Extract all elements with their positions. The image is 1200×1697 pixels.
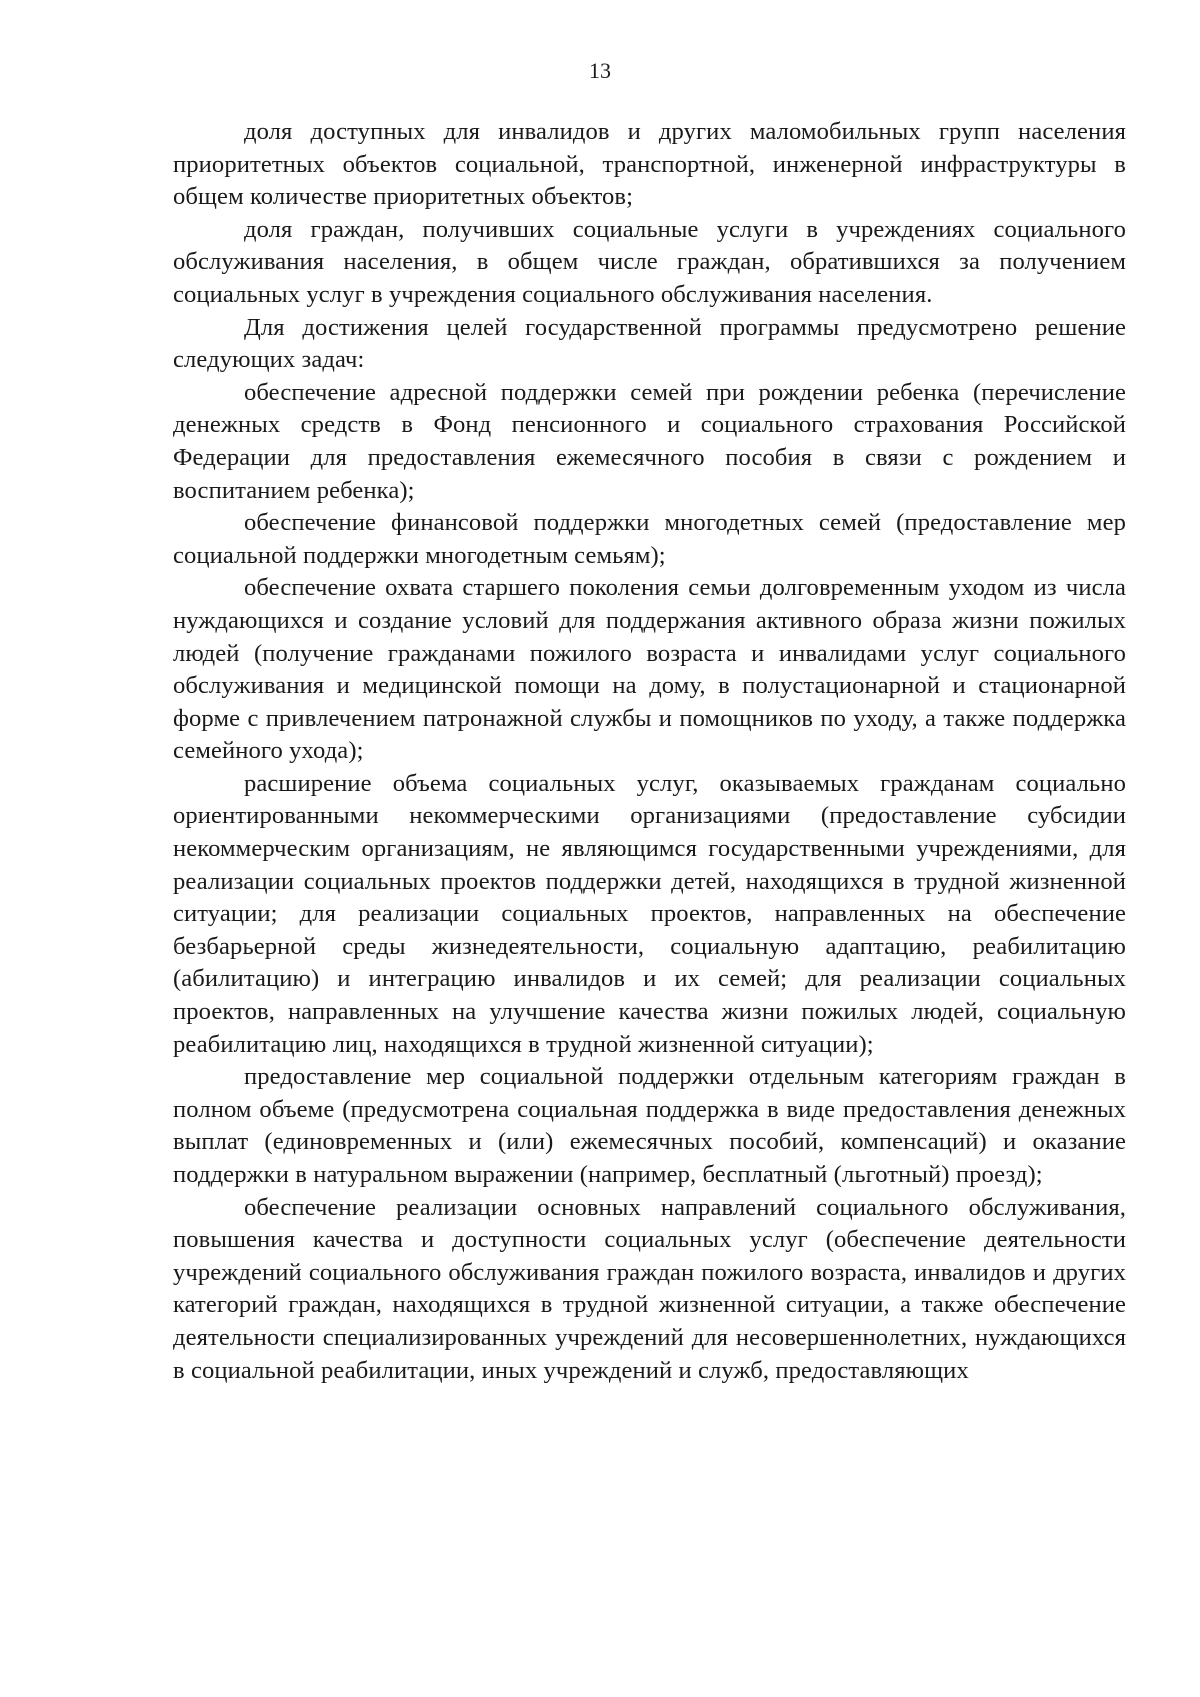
paragraph-social-support-measures: предоставление мер социальной поддержки отдельным категориям граждан в полном объеме (предусмотрена социальная поддержка в виде предоставления денежных выплат (единовременных и (или) ежемесячных пособий, компенсаций) и оказание поддержки в натуральном выражении (например, бесплатный (льготный) проезд); xyxy=(173,1063,1126,1188)
page-number: 13 xyxy=(589,58,611,83)
paragraph-large-families: обеспечение финансовой поддержки многодетных семей (предоставление мер социальной поддержки многодетным семьям); xyxy=(173,509,1126,569)
paragraph-birth-support: обеспечение адресной поддержки семей при рождении ребенка (перечисление денежных средств в Фонд пенсионного и социального страхования Российской Федерации для предоставления ежемесячного пособия в связи с рождением и воспитанием ребенка); xyxy=(173,378,1126,504)
paragraph-tasks-intro: Для достижения целей государственной программы предусмотрено решение следующих задач: xyxy=(173,313,1126,374)
paragraph-long-term-care: обеспечение охвата старшего поколения семьи долговременным уходом из числа нуждающихся и создание условий для поддержания активного образа жизни пожилых людей (получение гражданами пожилого возраста и инвалидами услуг социального обслуживания и медицинской помощи на дому, в полустационарной и стационарной форме с привлечением патронажной службы и помощников по уходу, а также поддержка семейного ухода); xyxy=(173,574,1126,765)
paragraph-accessibility-share: доля доступных для инвалидов и других маломобильных групп населения приоритетных объектов социальной, транспортной, инженерной инфраструктуры в общем количестве приоритетных объектов; xyxy=(173,118,1126,211)
paragraph-nonprofit-services: расширение объема социальных услуг, оказываемых гражданам социально ориентированными некоммерческими организациями (предоставление субсидии некоммерческим организациям, не являющимся государственными учреждениями, для реализации социальных проектов поддержки детей, находящихся в трудной жизненной ситуации; для реализации социальных проектов, направленных на обеспечение безбарьерной среды жизнедеятельности, социальную адаптацию, реабилитацию (абилитацию) и интеграцию инвалидов и их семей; для реализации социальных проектов, направленных на улучшение качества жизни пожилых людей, социальную реабилитацию лиц, находящихся в трудной жизненной ситуации); xyxy=(173,769,1126,1058)
document-body xyxy=(173,116,1126,1387)
paragraph-social-services-share: доля граждан, получивших социальные услуги в учреждениях социального обслуживания населения, в общем числе граждан, обратившихся за получением социальных услуг в учреждения социального обслуживания населения. xyxy=(173,215,1126,308)
paragraph-service-quality: обеспечение реализации основных направлений социального обслуживания, повышения качества и доступности социальных услуг (обеспечение деятельности учреждений социального обслуживания граждан пожилого возраста, инвалидов и других категорий граждан, находящихся в трудной жизненной ситуации, а также обеспечение деятельности специализированных учреждений для несовершеннолетних, нуждающихся в социальной реабилитации, иных учреждений и служб, предоставляющих xyxy=(173,1193,1126,1384)
